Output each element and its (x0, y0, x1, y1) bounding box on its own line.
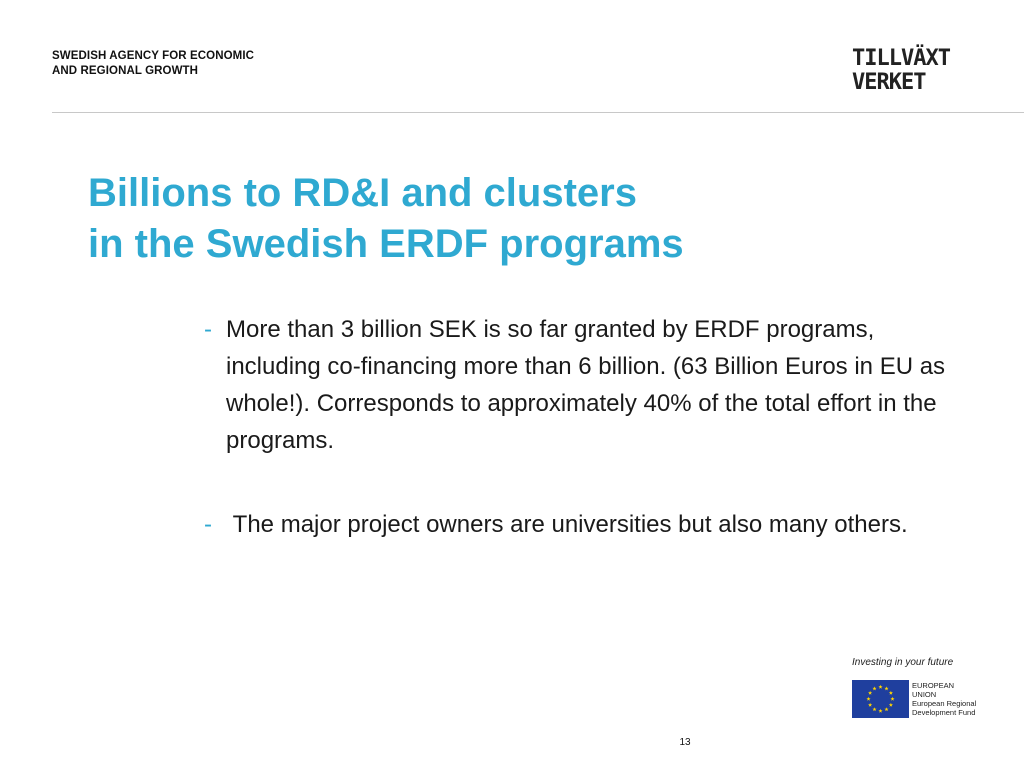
eu-flag-icon (852, 680, 909, 718)
slide-title-line2: in the Swedish ERDF programs (88, 222, 684, 266)
agency-name-line1: SWEDISH AGENCY FOR ECONOMIC (52, 50, 255, 62)
logo-word-tillvaxt: TILLVÄXT (852, 46, 950, 71)
agency-name (52, 49, 254, 79)
eu-tagline: Investing in your future (852, 657, 954, 668)
bullet-item (200, 311, 960, 459)
bullet-text: The major project owners are universities but also many others. (226, 511, 908, 538)
header-divider (52, 112, 1024, 113)
eu-line-european: EUROPEAN (912, 681, 955, 690)
eu-fund-label (912, 681, 976, 717)
slide-title-line1: Billions to RD&I and clusters (88, 171, 637, 215)
eu-funding-block (852, 657, 1002, 727)
eu-line-development-fund: Development Fund (912, 708, 976, 717)
bullet-item (200, 506, 960, 543)
bullet-list (200, 311, 960, 590)
page-number: 13 (679, 737, 691, 748)
bullet-marker: - (204, 316, 212, 343)
slide-title (88, 168, 684, 270)
eu-line-union: UNION (912, 690, 937, 699)
bullet-text: More than 3 billion SEK is so far granted by ERDF programs, including co-financing more than 6 billion. (63 Billion Euros in EU as whole!). Corresponds to approximately 40% of the total effort in the programs. (226, 316, 946, 454)
bullet-marker: - (204, 511, 212, 538)
logo-word-verket: VERKET (852, 70, 926, 94)
tillvaxtverket-logo (848, 38, 978, 94)
eu-line-regional: European Regional (912, 699, 977, 708)
agency-name-line2: AND REGIONAL GROWTH (52, 65, 199, 77)
